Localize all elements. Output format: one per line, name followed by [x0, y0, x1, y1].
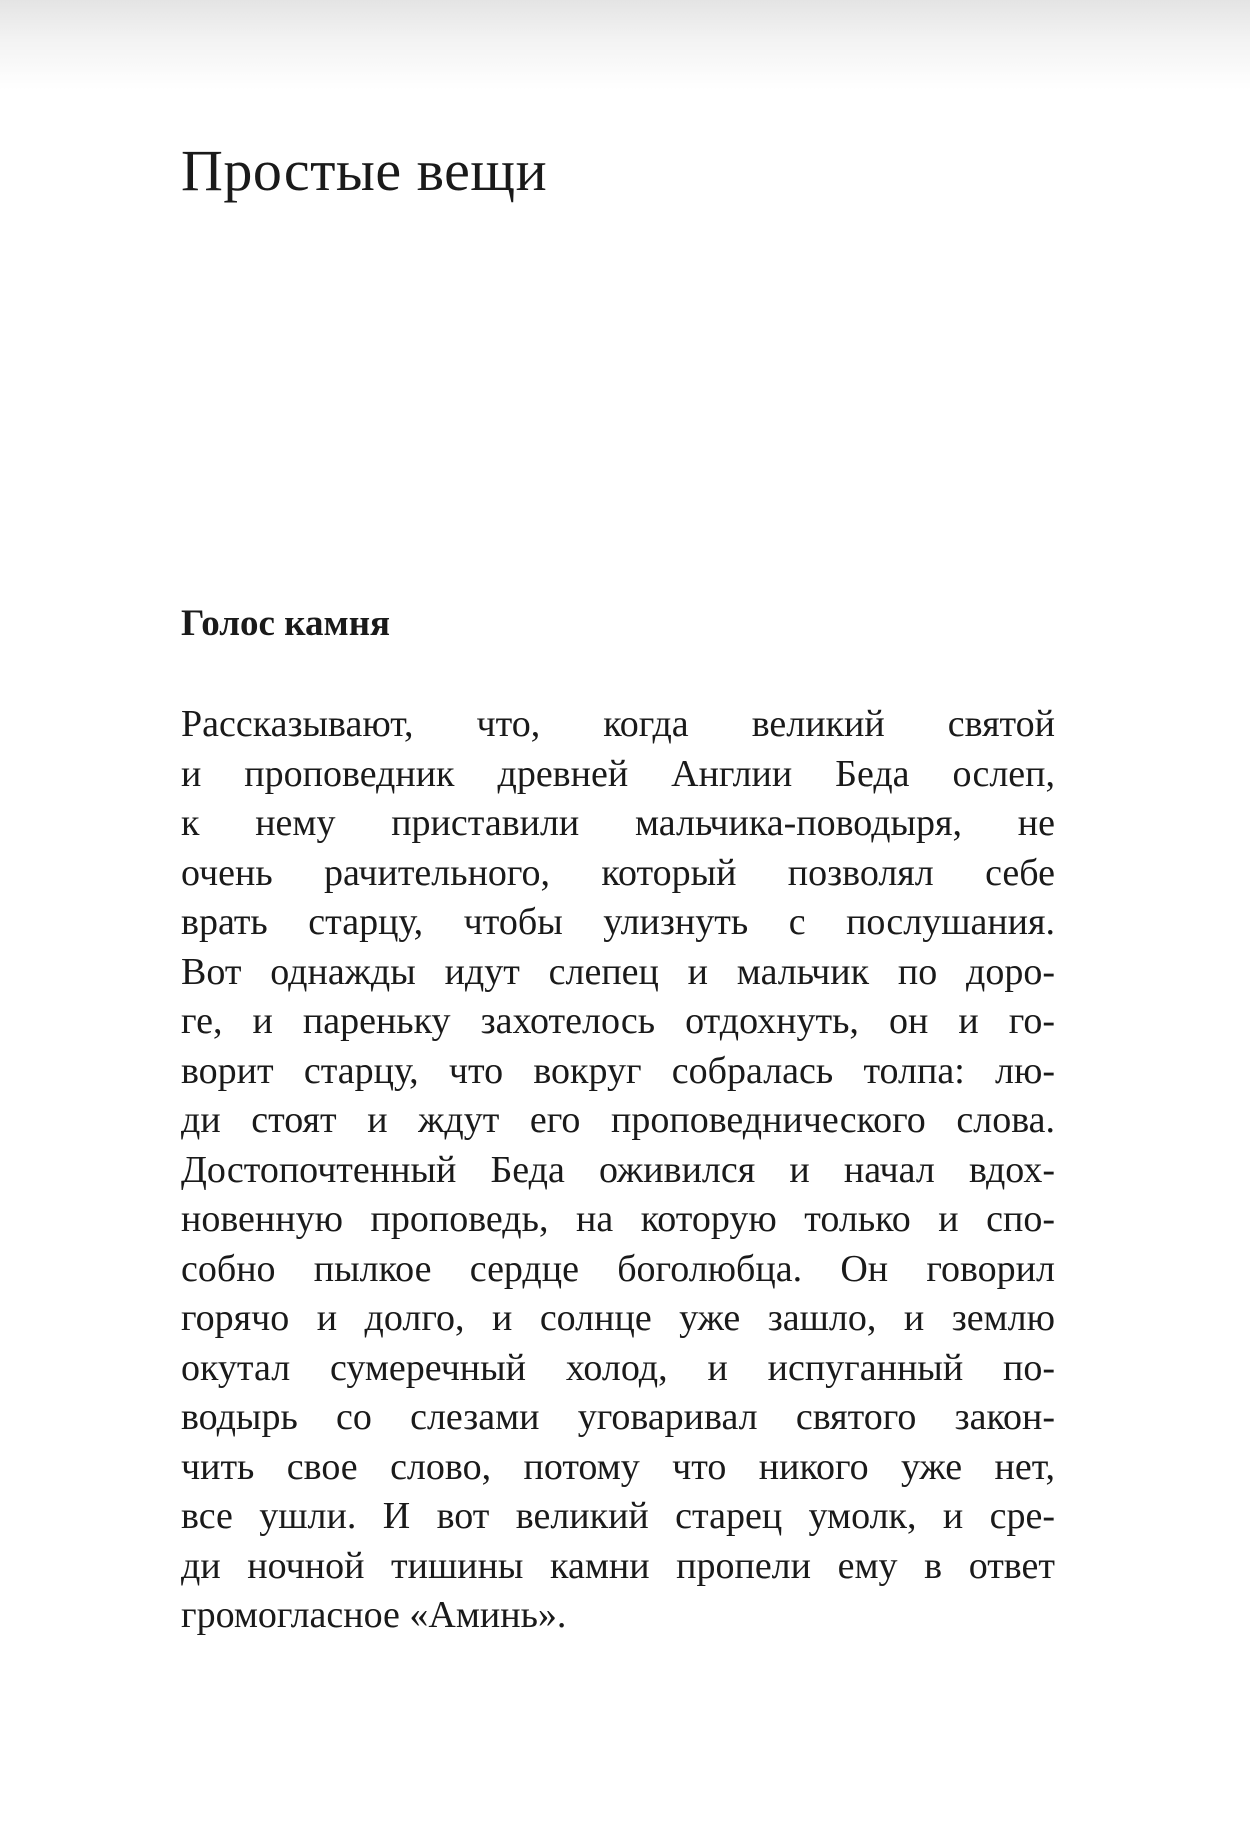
text-line: очень рачительного, который позволял себе — [181, 851, 1055, 894]
section-title: Голос камня — [181, 603, 391, 644]
text-line: окутал сумеречный холод, и испуганный по- — [181, 1346, 1055, 1389]
text-line: Рассказывают, что, когда великий святой — [181, 703, 1055, 745]
body-paragraph — [181, 700, 1055, 1641]
text-line: ди стоят и ждут его проповеднического слова. — [181, 1099, 1055, 1141]
text-line: новенную проповедь, на которую только и спо- — [181, 1198, 1055, 1240]
text-line: громогласное «Аминь». — [181, 1594, 567, 1636]
text-line: ди ночной тишины камни пропели ему в ответ — [181, 1544, 1055, 1587]
text-line: врать старцу, чтобы улизнуть с послушания. — [181, 901, 1055, 943]
chapter-title: Простые вещи — [181, 138, 548, 203]
text-line: ге, и пареньку захотелось отдохнуть, он и го- — [181, 1000, 1055, 1042]
text-line: и проповедник древней Англии Беда ослеп, — [181, 752, 1055, 795]
text-line: ворит старцу, что вокруг собралась толпа: лю- — [181, 1049, 1055, 1092]
text-line: к нему приставили мальчика-поводыря, не — [181, 802, 1055, 844]
text-line: собно пылкое сердце боголюбца. Он говорил — [181, 1247, 1055, 1290]
text-line: чить свое слово, потому что никого уже нет, — [181, 1445, 1055, 1488]
text-line: водырь со слезами уговаривал святого закон- — [181, 1396, 1055, 1438]
text-line: горячо и долго, и солнце уже зашло, и землю — [181, 1297, 1055, 1339]
text-line: все ушли. И вот великий старец умолк, и сре- — [181, 1495, 1055, 1537]
text-line: Вот однажды идут слепец и мальчик по доро- — [181, 950, 1055, 993]
text-line: Достопочтенный Беда оживился и начал вдох- — [181, 1148, 1055, 1191]
